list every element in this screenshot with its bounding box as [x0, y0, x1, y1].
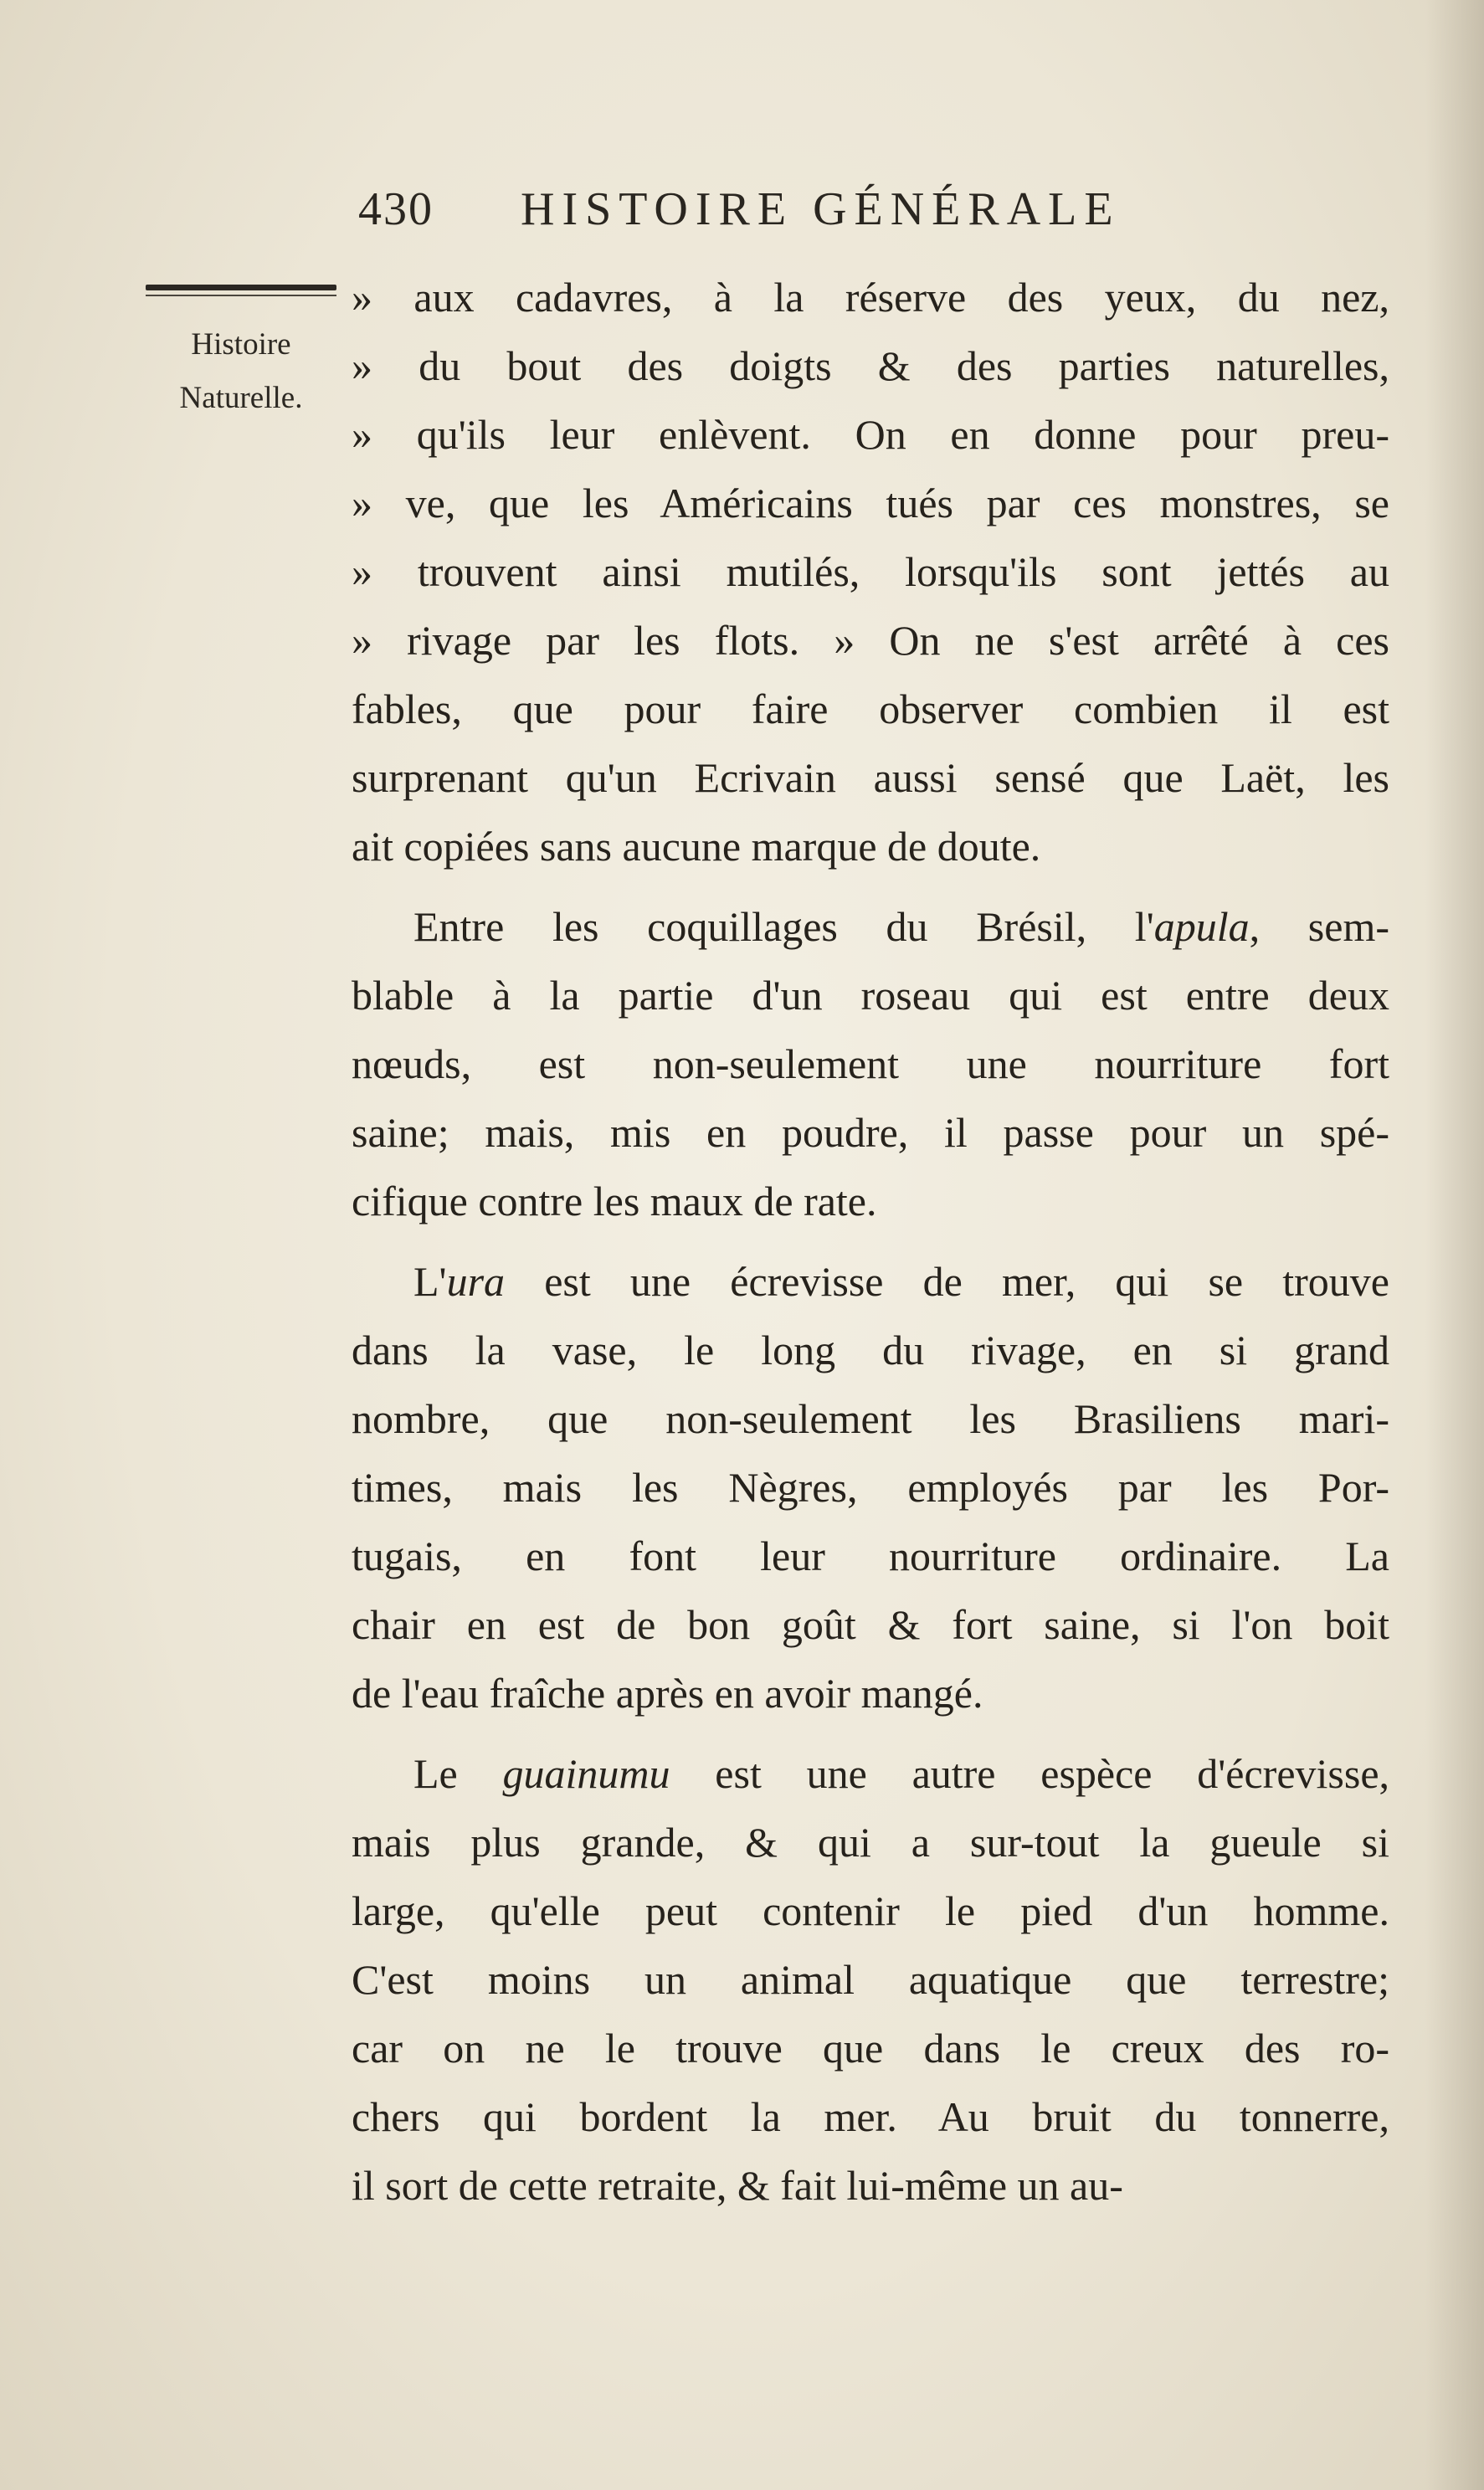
text-line: chers qui bordent la mer. Au bruit du tonnerre, [352, 2093, 1389, 2140]
page-gutter-shadow [1425, 0, 1484, 2490]
text-line: large, qu'elle peut contenir le pied d'un homme. [352, 1887, 1389, 1934]
running-title: HISTOIRE GÉNÉRALE [521, 183, 1121, 235]
text-line: cifique contre les maux de rate. [352, 1178, 877, 1224]
text-line: chair en est de bon goût & fort saine, si l'on boit [352, 1601, 1389, 1648]
text-line: C'est moins un animal aquatique que terrestre; [352, 1956, 1389, 2003]
text-line: blable à la partie d'un roseau qui est entre deux [352, 972, 1389, 1019]
text-line: » aux cadavres, à la réserve des yeux, du nez, [352, 274, 1389, 321]
text-line: ait copiées sans aucune marque de doute. [352, 823, 1041, 870]
margin-rule [146, 285, 336, 290]
margin-note-line-2: Naturelle. [179, 381, 303, 415]
text-line: fables, que pour faire observer combien il est [352, 685, 1389, 732]
text-line: times, mais les Nègres, employés par les Por- [352, 1464, 1389, 1511]
text-line: mais plus grande, & qui a sur-tout la gueule si [352, 1819, 1389, 1866]
paragraph-start-line: L'ura est une écrevisse de mer, qui se trouve [413, 1258, 1389, 1305]
text-line: surprenant qu'un Ecrivain aussi sensé que Laët, les [352, 754, 1389, 801]
paragraph-start-line: Le guainumu est une autre espèce d'écrevisse, [413, 1750, 1390, 1797]
text-line: » rivage par les flots. » On ne s'est arrêté à ces [352, 617, 1389, 664]
text-line: » trouvent ainsi mutilés, lorsqu'ils sont jettés au [352, 548, 1389, 595]
text-line: saine; mais, mis en poudre, il passe pour un spé- [352, 1109, 1389, 1156]
text-line: nœuds, est non-seulement une nourriture fort [352, 1040, 1389, 1087]
margin-rule-thin [146, 295, 336, 296]
text-line: nombre, que non-seulement les Brasiliens mari- [352, 1395, 1389, 1442]
text-line: » du bout des doigts & des parties naturelles, [352, 342, 1389, 389]
text-line: car on ne le trouve que dans le creux des ro- [352, 2025, 1389, 2072]
text-line: il sort de cette retraite, & fait lui-même un au- [352, 2162, 1123, 2209]
text-line: dans la vase, le long du rivage, en si grand [352, 1327, 1389, 1373]
paragraph-start-line: Entre les coquillages du Brésil, l'apula, sem- [413, 903, 1389, 950]
margin-note-line-1: Histoire [191, 327, 291, 362]
page-header [358, 182, 1271, 249]
text-line: » qu'ils leur enlèvent. On en donne pour preu- [352, 411, 1389, 458]
margin-note [141, 318, 341, 425]
text-line: de l'eau fraîche après en avoir mangé. [352, 1670, 983, 1717]
text-line: tugais, en font leur nourriture ordinaire. La [352, 1533, 1389, 1579]
text-line: » ve, que les Américains tués par ces monstres, se [352, 480, 1389, 526]
page-number: 430 [358, 183, 434, 235]
